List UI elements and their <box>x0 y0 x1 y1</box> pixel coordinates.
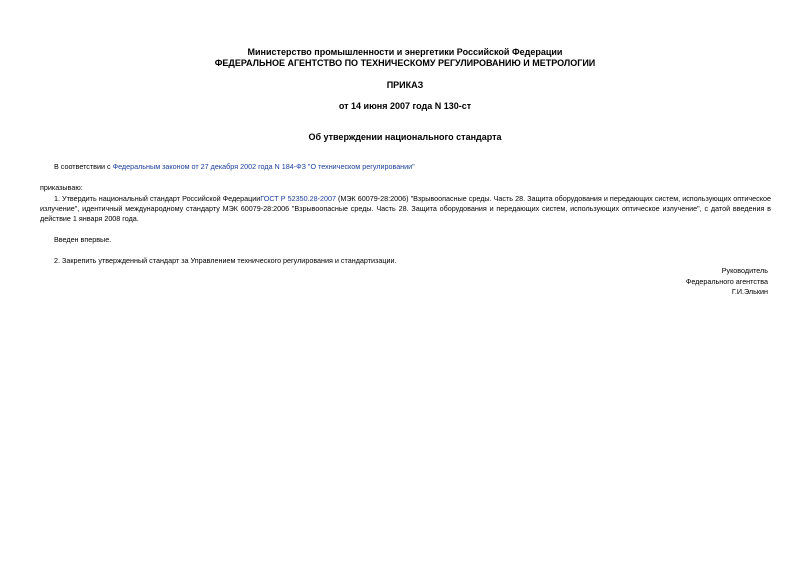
signature-agency: Федерального агентства <box>685 277 768 286</box>
basis-prefix: В соответствии с <box>54 162 113 171</box>
order-word: приказываю: <box>40 183 83 192</box>
introduced-note: Введен впервые. <box>54 235 112 244</box>
signature-title: Руководитель <box>721 266 768 275</box>
signature-name: Г.И.Элькин <box>731 287 768 296</box>
document-type: ПРИКАЗ <box>386 80 424 90</box>
document-subject: Об утверждении национального стандарта <box>308 132 502 142</box>
item-1-paragraph <box>40 194 771 224</box>
agency-name: ФЕДЕРАЛЬНОЕ АГЕНТСТВО ПО ТЕХНИЧЕСКОМУ РЕГУЛИРОВАНИЮ И МЕТРОЛОГИИ <box>214 58 596 68</box>
item-1-rest: (МЭК 60079-28:2006) "Взрывоопасные среды. Часть 28. Защита оборудования и передающих систем, использующих оптическое излучение", идентичный международному стандарту МЭК 60079-28:2006 "Взрывоопасные среды. Часть 28. Защита оборудования и передающих систем, использующих оптическое излучение", с датой введения в действие 1 января 2008 года. <box>40 194 771 223</box>
federal-law-link[interactable]: Федеральным законом от 27 декабря 2002 года N 184-ФЗ "О техническом регулировании" <box>112 162 415 171</box>
gost-standard-link[interactable]: ГОСТ Р 52350.28-2007 <box>260 194 336 203</box>
item-1-prefix: 1. Утвердить национальный стандарт Российской Федерации <box>54 194 261 203</box>
basis-paragraph <box>40 162 771 172</box>
document-date-number: от 14 июня 2007 года N 130-ст <box>338 101 472 111</box>
item-2-paragraph: 2. Закрепить утвержденный стандарт за Управлением технического регулирования и стандартизации. <box>54 256 397 265</box>
ministry-name: Министерство промышленности и энергетики Российской Федерации <box>247 47 563 57</box>
